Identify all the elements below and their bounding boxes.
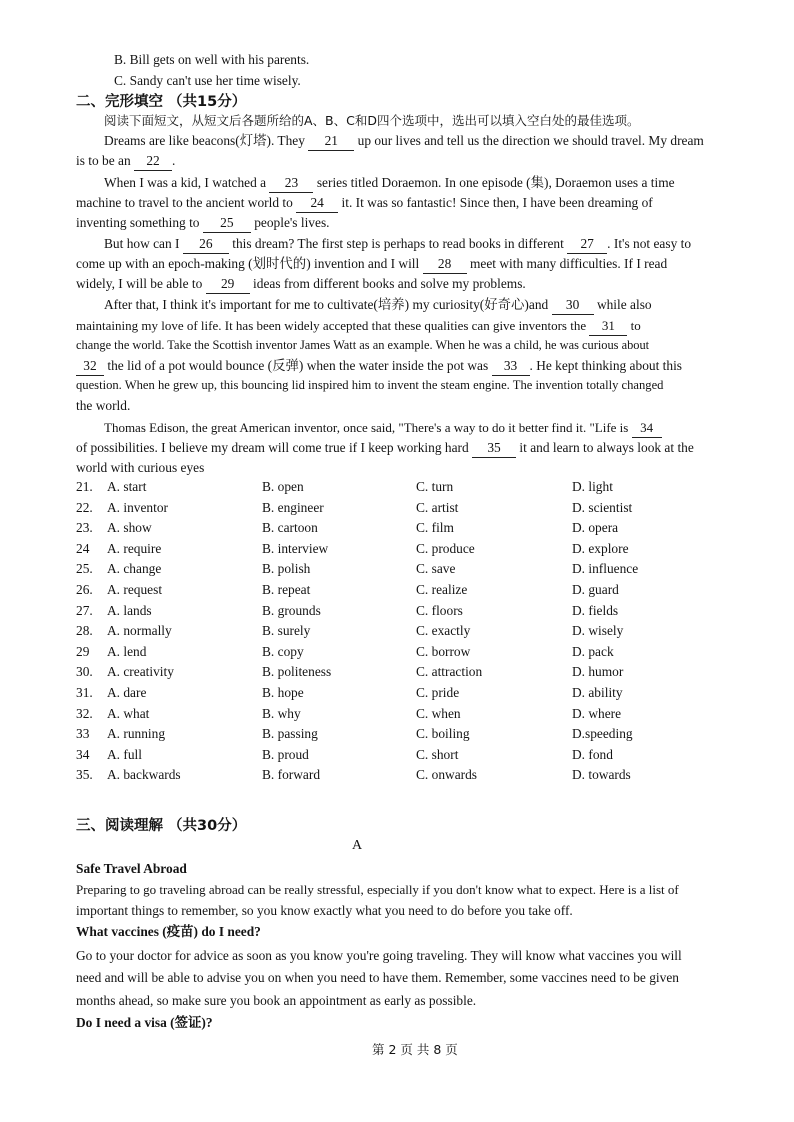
option-a: A. dare bbox=[107, 685, 147, 700]
option-d: D. guard bbox=[572, 582, 619, 597]
option-b: B. surely bbox=[262, 623, 311, 639]
blank-31: 31 bbox=[589, 316, 627, 336]
option-b: B. cartoon bbox=[262, 520, 318, 536]
passage-line: Thomas Edison, the great American inventor, once said, "There's a way to do it better find it. "Life is 34 bbox=[104, 418, 662, 438]
passage-line: change the world. Take the Scottish inventor James Watt as an example. When he was a child, he was curious about bbox=[76, 338, 650, 352]
option-a: A. require bbox=[107, 540, 162, 556]
option-row bbox=[76, 500, 716, 519]
option-c: C. attraction bbox=[416, 664, 483, 680]
section-heading-cloze: 二、完形填空 （共15分） bbox=[76, 94, 247, 110]
option-a: A. show bbox=[107, 520, 152, 536]
option-b: B. copy bbox=[262, 643, 304, 659]
option-d: D. light bbox=[572, 479, 613, 494]
option-c: C. produce bbox=[416, 540, 475, 556]
passage-line: of possibilities. I believe my dream will come true if I keep working hard 35 it and learn to always look at the bbox=[76, 438, 694, 458]
question-number: 34 bbox=[76, 746, 90, 762]
passage-line: machine to travel to the ancient world to 24 it. It was so fantastic! Since then, I have been dreaming of bbox=[76, 193, 653, 213]
option-d: D. wisely bbox=[572, 623, 624, 639]
option-row bbox=[76, 644, 716, 663]
blank-27: 27 bbox=[567, 234, 607, 254]
section-instructions: 阅读下面短文，从短文后各题所给的A、B、C和D四个选项中，选出可以填入空白处的最佳选项。 bbox=[104, 113, 640, 128]
option-a: A. change bbox=[107, 561, 162, 577]
passage-line: After that, I think it's important for me to cultivate(培养) my curiosity(好奇心)and 30 while also bbox=[104, 295, 652, 315]
passage-line: 32 the lid of a pot would bounce (反弹) when the water inside the pot was 33 . He kept thinking about this bbox=[76, 356, 682, 376]
option-row bbox=[76, 767, 716, 786]
blank-25: 25 bbox=[203, 213, 251, 233]
question-number: 21. bbox=[76, 479, 93, 494]
option-b: B. passing bbox=[262, 726, 318, 742]
option-c: C. turn bbox=[416, 479, 454, 494]
blank-32: 32 bbox=[76, 356, 104, 376]
question-number: 24 bbox=[76, 540, 90, 556]
question-number: 30. bbox=[76, 664, 93, 680]
blank-35: 35 bbox=[472, 438, 516, 458]
option-b: B. interview bbox=[262, 540, 329, 556]
option-a: A. request bbox=[107, 582, 163, 597]
option-row bbox=[76, 582, 716, 601]
option-b: B. hope bbox=[262, 685, 304, 700]
option-row bbox=[76, 685, 716, 704]
question-number: 27. bbox=[76, 602, 93, 618]
option-row bbox=[76, 623, 716, 642]
option-a: A. inventor bbox=[107, 499, 168, 515]
passage-line: world with curious eyes bbox=[76, 460, 205, 475]
option-d: D. where bbox=[572, 705, 622, 721]
option-c: C. onwards bbox=[416, 767, 477, 783]
option-c: C. short bbox=[416, 746, 459, 762]
option-a: A. backwards bbox=[107, 767, 181, 783]
option-d: D. fond bbox=[572, 746, 613, 762]
option-c: C. realize bbox=[416, 582, 468, 597]
option-d: D. ability bbox=[572, 685, 623, 700]
option-a: A. full bbox=[107, 746, 142, 762]
passage-line: inventing something to 25 people's lives. bbox=[76, 213, 330, 233]
question-number: 23. bbox=[76, 520, 93, 536]
question-number: 25. bbox=[76, 561, 93, 577]
option-c: C. exactly bbox=[416, 623, 471, 639]
question-number: 28. bbox=[76, 623, 93, 639]
blank-26: 26 bbox=[183, 234, 229, 254]
question-number: 35. bbox=[76, 767, 93, 783]
section-heading-reading: 三、阅读理解 （共30分） bbox=[76, 818, 247, 834]
question-number: 26. bbox=[76, 582, 93, 597]
option-a: A. lands bbox=[107, 602, 152, 618]
blank-29: 29 bbox=[206, 274, 250, 294]
option-c: C. artist bbox=[416, 499, 459, 515]
option-d: D. pack bbox=[572, 643, 614, 659]
option-b: B. engineer bbox=[262, 499, 324, 515]
option-a: A. start bbox=[107, 479, 147, 494]
option-d: D. towards bbox=[572, 767, 631, 783]
passage-line: When I was a kid, I watched a 23 series titled Doraemon. In one episode (集), Doraemon uses a time bbox=[104, 173, 675, 193]
option-b: B. open bbox=[262, 479, 304, 494]
subheading: Do I need a visa (签证)? bbox=[76, 1015, 213, 1030]
question-number: 33 bbox=[76, 726, 90, 742]
passage-line: the world. bbox=[76, 398, 131, 413]
option-c: C. film bbox=[416, 520, 454, 536]
option-d: D.speeding bbox=[572, 726, 633, 742]
subheading: What vaccines (疫苗) do I need? bbox=[76, 924, 261, 939]
option-a: A. running bbox=[107, 726, 166, 742]
blank-21: 21 bbox=[308, 131, 354, 151]
option-c: C. floors bbox=[416, 602, 463, 618]
blank-23: 23 bbox=[269, 173, 313, 193]
blank-34: 34 bbox=[632, 418, 662, 438]
option-b: B. forward bbox=[262, 767, 321, 783]
question-number: 31. bbox=[76, 685, 93, 700]
option-row bbox=[76, 479, 716, 498]
passage-title: Safe Travel Abroad bbox=[76, 861, 187, 876]
option-a: A. what bbox=[107, 705, 150, 721]
option-b: B. grounds bbox=[262, 602, 321, 618]
paragraph-line: important things to remember, so you know exactly what you need to do before you take off. bbox=[76, 903, 573, 918]
option-row bbox=[76, 561, 716, 580]
option-c: C. boiling bbox=[416, 726, 470, 742]
blank-28: 28 bbox=[423, 254, 467, 274]
blank-22: 22 bbox=[134, 151, 172, 171]
option-c: C. pride bbox=[416, 685, 460, 700]
option-d: D. scientist bbox=[572, 499, 633, 515]
question-number: 29 bbox=[76, 643, 90, 659]
option-b: B. proud bbox=[262, 746, 309, 762]
paragraph-line: months ahead, so make sure you book an appointment as early as possible. bbox=[76, 993, 477, 1008]
option-b-text: B. Bill gets on well with his parents. bbox=[114, 52, 310, 67]
option-d: D. opera bbox=[572, 520, 619, 536]
option-row bbox=[76, 664, 716, 683]
passage-line: widely, I will be able to 29 ideas from different books and solve my problems. bbox=[76, 274, 526, 294]
option-row bbox=[76, 603, 716, 622]
blank-24: 24 bbox=[296, 193, 338, 213]
passage-label: A bbox=[352, 838, 363, 853]
option-b: B. politeness bbox=[262, 664, 332, 680]
paragraph-line: Go to your doctor for advice as soon as you know you're going traveling. They will know what vaccines you will bbox=[76, 948, 682, 963]
option-d: D. explore bbox=[572, 540, 629, 556]
page-number: 第 2 页 共 8 页 bbox=[372, 1042, 458, 1057]
question-number: 22. bbox=[76, 499, 93, 515]
passage-line: But how can I 26 this dream? The first step is perhaps to read books in different 27 . It's not easy to bbox=[104, 234, 691, 254]
option-row bbox=[76, 706, 716, 725]
paragraph-line: Preparing to go traveling abroad can be really stressful, especially if you don't know what to expect. Here is a list of bbox=[76, 882, 679, 897]
option-c: C. borrow bbox=[416, 643, 471, 659]
option-row bbox=[76, 726, 716, 745]
option-a: A. normally bbox=[107, 623, 172, 639]
option-b: B. why bbox=[262, 705, 301, 721]
passage-line: question. When he grew up, this bouncing lid inspired him to invent the steam engine. The invention totally changed bbox=[76, 378, 664, 392]
question-number: 32. bbox=[76, 705, 93, 721]
option-d: D. humor bbox=[572, 664, 624, 680]
blank-33: 33 bbox=[492, 356, 530, 376]
passage-line: Dreams are like beacons(灯塔). They 21 up our lives and tell us the direction we should travel. My dream bbox=[104, 131, 704, 151]
option-d: D. fields bbox=[572, 602, 619, 618]
option-row bbox=[76, 520, 716, 539]
option-b: B. repeat bbox=[262, 582, 311, 597]
passage-line: come up with an epoch-making (划时代的) invention and I will 28 meet with many difficulties. If I read bbox=[76, 254, 667, 274]
paragraph-line: need and will be able to advise you on when you need to have them. Remember, some vaccines need to be given bbox=[76, 970, 679, 985]
option-row bbox=[76, 747, 716, 766]
option-c-text: C. Sandy can't use her time wisely. bbox=[114, 73, 301, 88]
option-c: C. save bbox=[416, 561, 456, 577]
option-a: A. lend bbox=[107, 643, 147, 659]
blank-30: 30 bbox=[552, 295, 594, 315]
option-d: D. influence bbox=[572, 561, 639, 577]
option-row bbox=[76, 541, 716, 560]
option-b: B. polish bbox=[262, 561, 311, 577]
option-c: C. when bbox=[416, 705, 461, 721]
option-a: A. creativity bbox=[107, 664, 174, 680]
passage-line: maintaining my love of life. It has been widely accepted that these qualities can give inventors the 31 to bbox=[76, 316, 641, 336]
passage-line: is to be an 22 . bbox=[76, 151, 175, 171]
